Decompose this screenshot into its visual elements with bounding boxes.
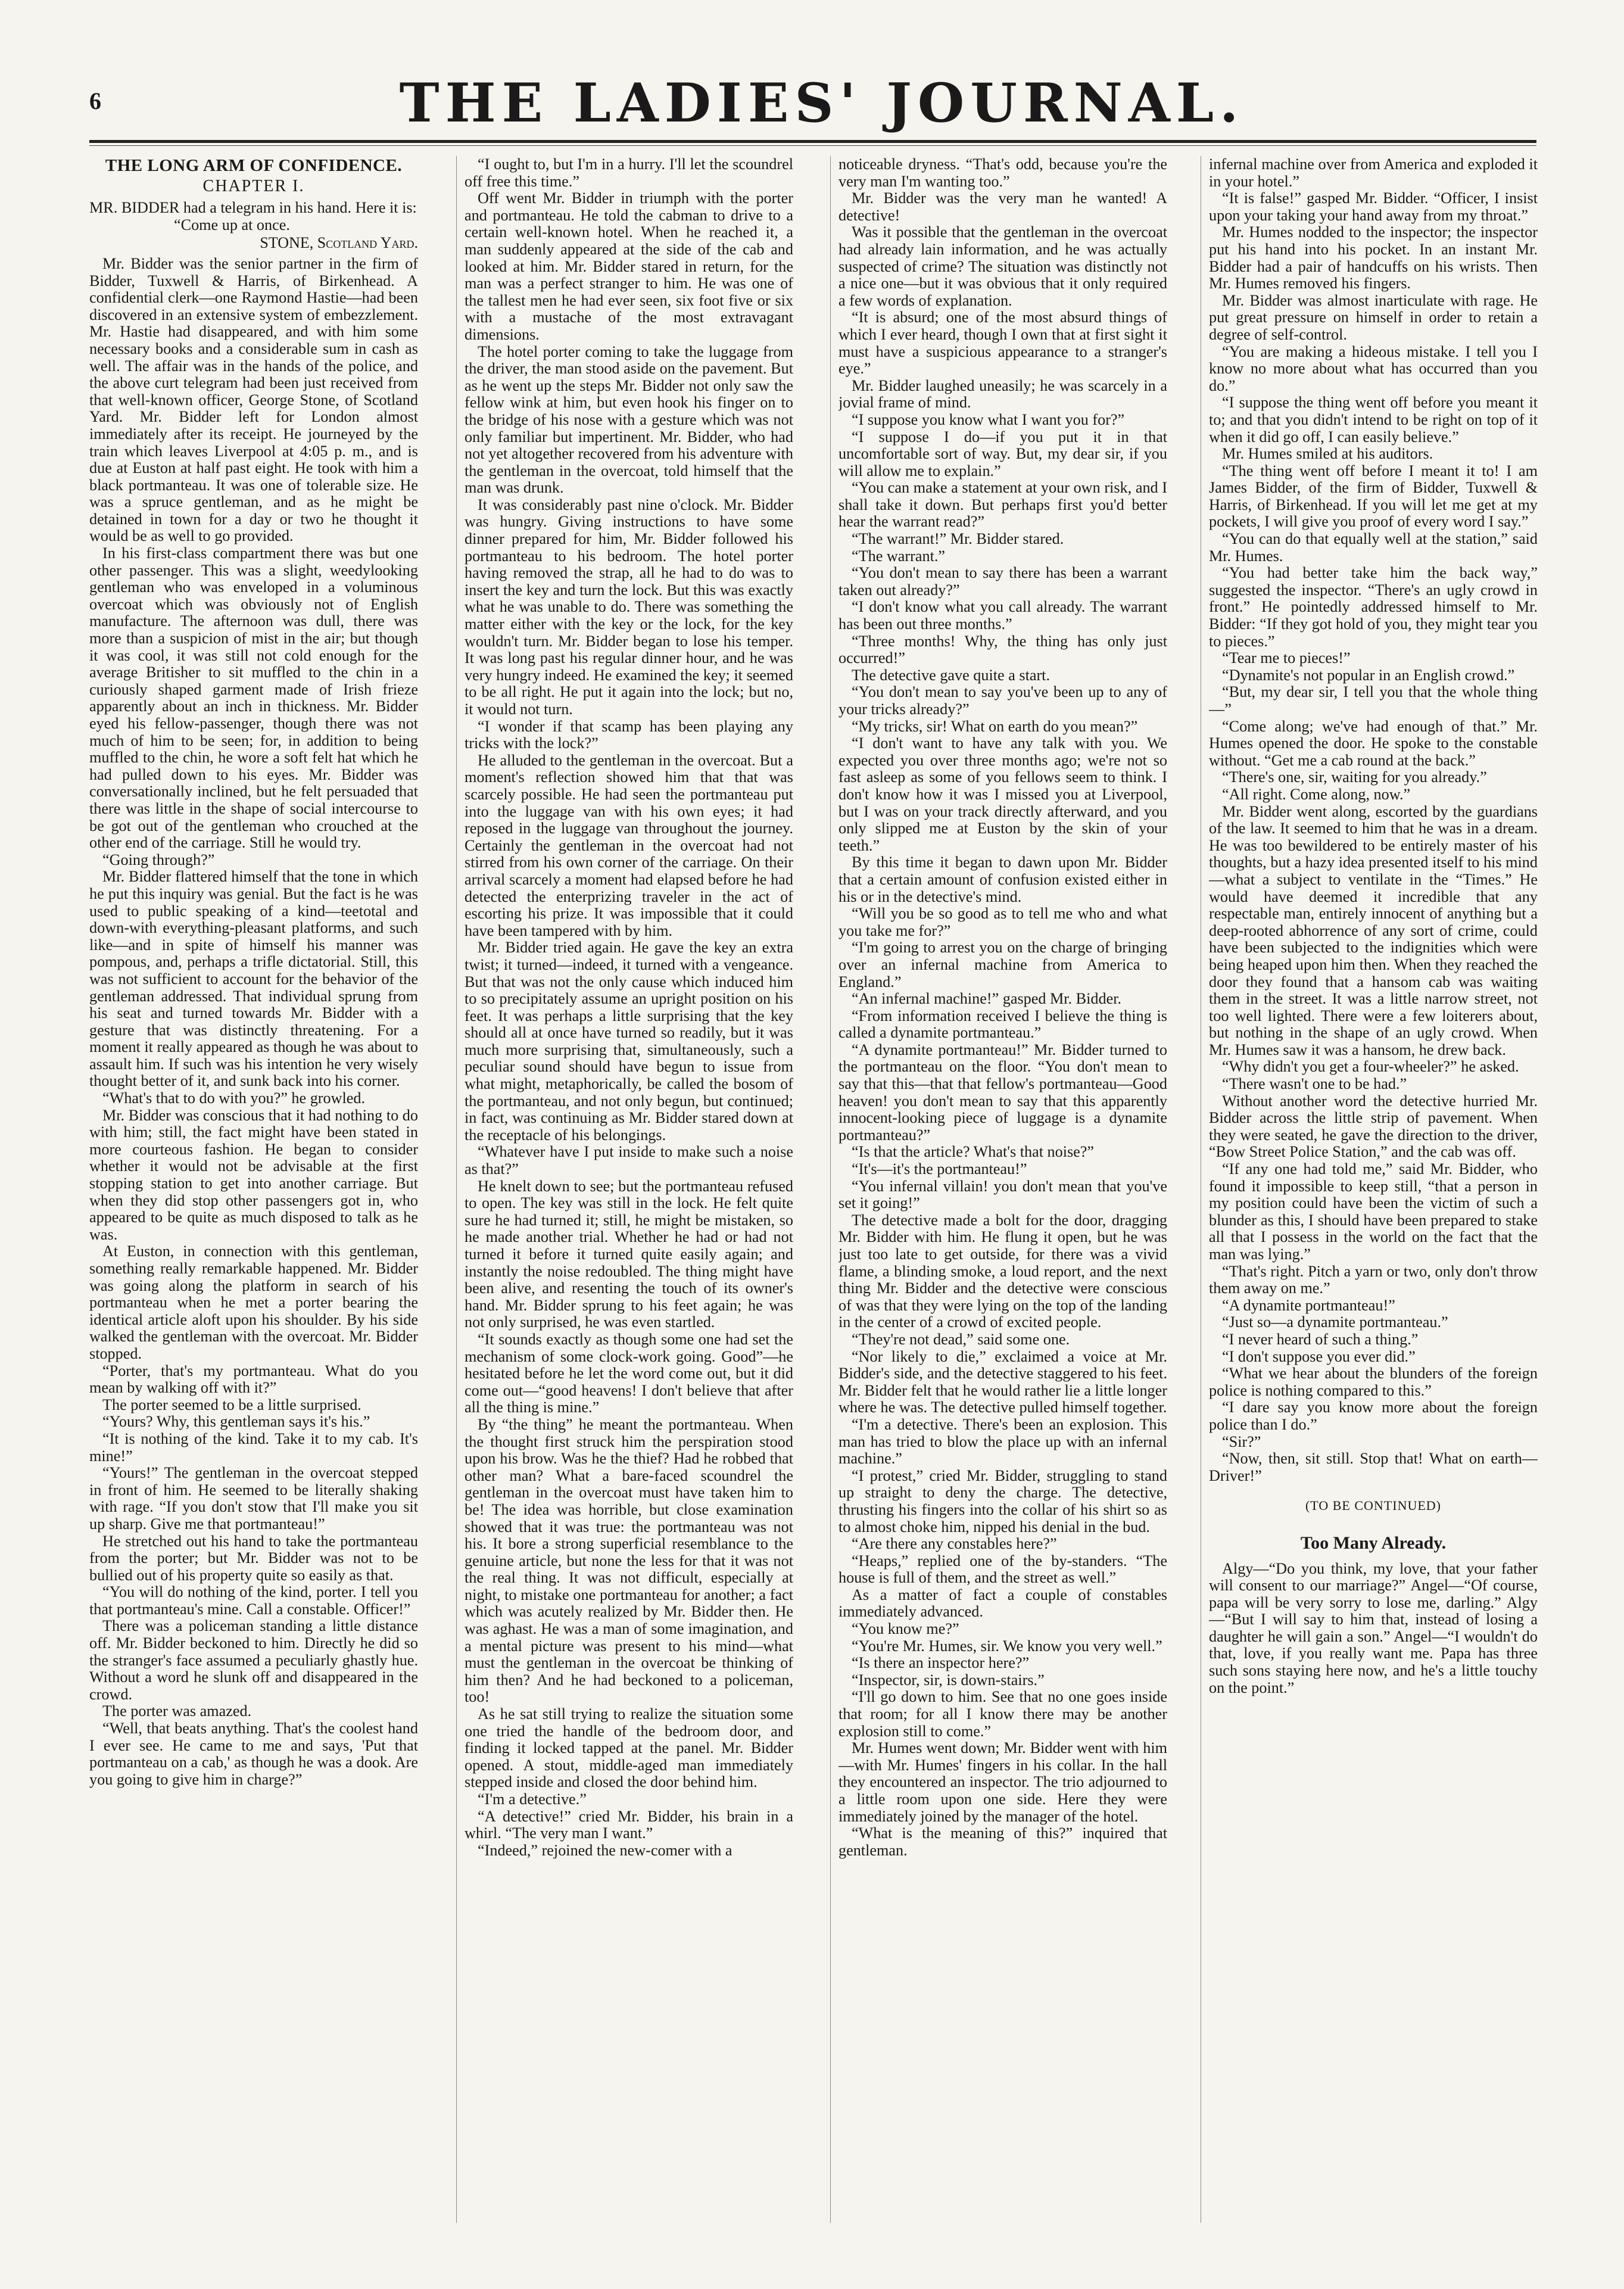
paragraph: “You don't mean to say you've been up to any of your tricks already?” [839,683,1167,718]
to-be-continued: (TO BE CONTINUED) [1305,1498,1441,1513]
paragraph: Mr. Bidder was the senior partner in the firm of Bidder, Tuxwell & Harris, of Birkenhead. A confidential clerk—one Raymond Hastie—had been discovered in an extensive system of embezzlement. Mr. Hastie had disappeared, and with him some necessary books and a considerable sum in cash as well. The affair was in the hands of the police, and the above curt telegram had been just received from that well-known officer, George Stone, of Scotland Yard. Mr. Bidder left for London almost immediately after its receipt. He journeyed by the train which leaves Liverpool at 4:05 p. m., and is due at Euston at half past eight. He took with him a black portmanteau. It was one of tolerable size. He was a spruce gentleman, and as he might be detained in town for a day or two he thought it would be as well to go provided. [89,254,418,545]
paragraph: As he sat still trying to realize the situation some one tried the handle of the bedroom door, and finding it locked tapped at the panel. Mr. Bidder opened. A stout, middle-aged man immediately stepped inside and closed the door behind him. [465,1705,793,1791]
paragraph: The detective made a bolt for the door, dragging Mr. Bidder with him. He flung it open, but he was just too late to get outside, for there was a vivid flame, a blinding smoke, a loud report, and the next thing Mr. Bidder and the detective were conscious of was that they were lying on the top of the landing in the center of a crowd of excited people. [839,1211,1167,1331]
paragraph: “Going through?” [102,851,215,868]
paragraph: Mr. Humes smiled at his auditors. [1222,445,1433,463]
paragraph: “Will you be so good as to tell me who and what you take me for?” [839,905,1167,939]
paragraph: “I wonder if that scamp has been playing any tricks with the lock?” [465,717,793,752]
paragraph: “It is absurd; one of the most absurd things of which I ever heard, though I own that at first sight it must have a suspicious appearance to a stranger's eye.” [839,309,1167,378]
chapter-heading: CHAPTER I. [202,176,305,195]
paragraph: “Yours!” The gentleman in the overcoat stepped in front of him. He seemed to be literally shaking with rage. “If you don't stow that I'll make you sit up sharp. Give me that portmanteau!” [89,1464,418,1533]
paragraph: “It is nothing of the kind. Take it to my cab. It's mine!” [89,1430,418,1465]
paragraph: MR. BIDDER had a telegram in his hand. Here it is: [89,199,417,217]
paragraph: “I'm a detective. There's been an explosion. This man has tried to blow the place up with an infernal machine.” [839,1415,1167,1468]
paragraph: “Now, then, sit still. Stop that! What on earth— Driver!” [1209,1450,1538,1484]
paragraph: By “the thing” he meant the portmanteau. When the thought first struck him the perspiration stood upon his brow. Was he the thief? Had he robbed that other man? What a bare-faced scoundrel the gentleman in the overcoat must have taken him to be! The idea was horrible, but close examination showed that it was true: the portmanteau was not his. It bore a strong superficial resemblance to the genuine article, but none the less for that it was not the real thing. It was not difficult, especially at night, to mistake one portmanteau for another; a fact which was acutely realized by Mr. Bidder then. He was aghast. He was a man of some imagination, and a mental picture was present to his mind—what must the gentleman in the overcoat be thinking of him then? And he had beckoned to a policeman, too! [465,1415,793,1706]
paragraph: It was considerably past nine o'clock. Mr. Bidder was hungry. Giving instructions to have some dinner prepared for him, Mr. Bidder followed his portmanteau to his bedroom. The hotel porter having removed the strap, all he had to do was to insert the key and turn the lock. But this was exactly what he was unable to do. There was something the matter either with the key or the lock, for the key wouldn't turn. Mr. Bidder began to lose his temper. It was long past his regular dinner hour, and he was very hungry indeed. He examined the key; it seemed to be all right. He put it again into the lock; but no, it would not turn. [465,496,793,718]
paragraph: “You can do that equally well at the station,” said Mr. Humes. [1209,530,1538,565]
paragraph: Without another word the detective hurried Mr. Bidder across the little strip of pavement. When they were seated, he gave the direction to the driver, “Bow Street Police Station,” and the cab was off. [1209,1092,1538,1161]
paragraph: By this time it began to dawn upon Mr. Bidder that a certain amount of confusion existed either in his or in the detective's mind. [839,854,1167,905]
paragraph: “I don't want to have any talk with you. We expected you over three months ago; we're not so fast asleep as some of you fellows seem to think. I don't know how it was I missed you at Liverpool, but I was on your track directly afterward, and you only slipped me at Euston by the skin of your teeth.” [839,734,1167,854]
paragraph: “The warrant.” [852,547,946,565]
paragraph: The porter seemed to be a little surprised. [102,1396,361,1413]
header-rule [89,140,1536,143]
paragraph: noticeable dryness. “That's odd, because you're the very man I'm wanting too.” [839,156,1167,190]
paragraph: Mr. Humes went down; Mr. Bidder went with him—with Mr. Humes' fingers in his collar. In the hall they encountered an inspector. The trio adjourned to a little room upon one side. Here they were immediately joined by the manager of the hotel. [839,1739,1167,1825]
paragraph: “What's that to do with you?” he growled. [102,1089,366,1107]
paragraph: Mr. Bidder was almost inarticulate with rage. He put great pressure on himself in order to retain a degree of self-control. [1209,291,1538,343]
column-divider [456,156,457,2223]
paragraph: “Sir?” [1222,1432,1261,1450]
paragraph: “I dare say you know more about the foreign police than I do.” [1209,1399,1538,1433]
paragraph: “I suppose I do—if you put it in that uncomfortable sort of way. But, my dear sir, if you will allow me to explain.” [839,428,1167,479]
paragraph: The hotel porter coming to take the luggage from the driver, the man stood aside on the pavement. But as he went up the steps Mr. Bidder not only saw the fellow wink at him, but even hook his finger on to the bridge of his nose with a gesture which was not only familiar but impertinent. Mr. Bidder, who had not yet altogether recovered from his adventure with the gentleman in the overcoat, told himself that the man was drunk. [465,342,793,497]
paragraph: “I suppose the thing went off before you meant it to; and that you didn't intend to be right on top of it when it did go off, I can easily believe.” [1209,394,1538,446]
paragraph: “An infernal machine!” gasped Mr. Bidder. [852,990,1122,1008]
telegram-signature: STONE, Scotland Yard. [260,234,418,252]
paragraph: “Is that the article? What's that noise?” [852,1143,1095,1161]
paragraph: “Why didn't you get a four-wheeler?” he asked. [1222,1058,1519,1076]
paragraph: “A dynamite portmanteau!” Mr. Bidder turned to the portmanteau on the floor. “You don't mean to say that this—that that fellow's portmanteau—Good heaven! you don't mean to say that this apparently innocent-looking piece of luggage is a dynamite portmanteau?” [839,1041,1167,1144]
paragraph: “You are making a hideous mistake. I tell you I know no more about what has occurred than you do.” [1209,342,1538,394]
paragraph: “You don't mean to say there has been a warrant taken out already?” [839,564,1167,599]
paragraph: “Dynamite's not popular in an English crowd.” [1222,666,1515,684]
paragraph: “I don't suppose you ever did.” [1222,1347,1416,1365]
paragraph: “It is false!” gasped Mr. Bidder. “Officer, I insist upon your taking your hand away from my throat.” [1209,189,1538,224]
paragraph: “The thing went off before I meant it to! I am James Bidder, of the firm of Bidder, Tuxwell & Harris, of Birkenhead. If you will let me get at my pockets, I will give you proof of every word I say.” [1209,462,1538,531]
paragraph: “They're not dead,” said some one. [852,1330,1070,1348]
paragraph: Mr. Bidder tried again. He gave the key an extra twist; it turned—indeed, it turned with a vengeance. But that was not the only cause which induced him to so precipitately assume an upright position on his feet. It was perhaps a little surprising that the key should all at once have turned so readily, but it was much more surprising that, simultaneously, such a peculiar sound should have begun to issue from what might, metaphorically, be called the bosom of the portmanteau, and not only begun, but continued; in fact, was continuing as Mr. Bidder stared down at the receptacle of his belongings. [465,939,793,1144]
paragraph: Mr. Humes nodded to the inspector; the inspector put his hand into his pocket. In an instant Mr. Bidder had a pair of handcuffs on his wrists. Then Mr. Humes removed his fingers. [1209,223,1538,292]
paragraph: The detective gave quite a start. [852,666,1051,684]
story-title: THE LONG ARM OF CONFIDENCE. [105,156,403,175]
column-1 [89,156,418,2229]
paragraph: At Euston, in connection with this gentleman, something really remarkable happened. Mr. Bidder was going along the platform in search of his portmanteau when he met a porter bearing the identical article aloft upon his shoulder. By his side walked the gentleman with the overcoat. Mr. Bidder stopped. [89,1242,418,1362]
paragraph: “Well, that beats anything. That's the coolest hand I ever see. He came to me and says, 'Put that portmanteau on a cab,' as though he was a dook. Are you going to give him in charge?” [89,1720,418,1788]
paragraph: “I ought to, but I'm in a hurry. I'll let the scoundrel off free this time.” [465,156,793,190]
paragraph: “It's—it's the portmanteau!” [852,1160,1027,1178]
column-2 [465,156,793,2229]
paragraph: There was a policeman standing a little distance off. Mr. Bidder beckoned to him. Directly he did so the stranger's face assumed a peculiarly ghastly hue. Without a word he slunk off and disappeared in the crowd. [89,1617,418,1703]
paragraph: Mr. Bidder was conscious that it had nothing to do with him; still, the fact might have been stated in more courteous fashion. He began to consider whether it would not be advisable at the first stopping station to get into another carriage. But when they did stop other passengers got in, who appeared to be quite as much disposed to talk as he was. [89,1106,418,1243]
header-rule-thin [89,145,1536,146]
paragraph: “Is there an inspector here?” [852,1654,1030,1672]
paragraph: “That's right. Pitch a yarn or two, only don't throw them away on me.” [1209,1262,1538,1297]
paragraph: “What is the meaning of this?” inquired that gentleman. [839,1824,1167,1859]
paragraph: Algy—“Do you think, my love, that your father will consent to our marriage?” Angel—“Of course, papa will be very sorry to lose me, darling.” Algy—“But I will say to him that, instead of losing a daughter he will gain a son.” Angel—“I wouldn't do that, love, if you really want me. Papa has three such sons staying here now, and he's a little touchy on the point.” [1209,1559,1538,1696]
paragraph: “Indeed,” rejoined the new-comer with a [478,1841,732,1859]
paragraph: He alluded to the gentleman in the overcoat. But a moment's reflection showed him that that was scarcely possible. He had seen the portmanteau put into the luggage van with his own eyes; it had reposed in the luggage van throughout the journey. Certainly the gentleman in the overcoat had not stirred from his own corner of the carriage. On their arrival scarcely a moment had elapsed before he had detected the enterprizing traveler in the act of escorting his prize. It was impossible that it could have been tampered with by him. [465,751,793,939]
paragraph: “You know me?” [852,1620,959,1638]
paragraph: “If any one had told me,” said Mr. Bidder, who found it impossible to keep still, “that a person in my position could have been the victim of such a blunder as this, I should have been prepared to stake all that I possess in the world on the fact that the man was lying.” [1209,1160,1538,1263]
paragraph: “Whatever have I put inside to make such a noise as that?” [465,1143,793,1178]
masthead: THE LADIES' JOURNAL. [399,71,1245,135]
paragraph: Mr. Bidder laughed uneasily; he was scarcely in a jovial frame of mind. [839,376,1167,412]
paragraph: Was it possible that the gentleman in the overcoat had already lain information, and he was actually suspected of crime? The situation was distinctly not a nice one—but it was obvious that it only required a few words of explanation. [839,223,1167,309]
paragraph: “You had better take him the back way,” suggested the inspector. “There's an ugly crowd in front.” He pointedly addressed himself to Mr. Bidder: “If they got hold of you, they might tear you to pieces.” [1209,564,1538,650]
paragraph: “Tear me to pieces!” [1222,649,1351,667]
paragraph: “Heaps,” replied one of the by-standers. “The house is full of them, and the street as well.” [839,1552,1167,1587]
page-number: 6 [89,88,101,114]
paragraph: “What we hear about the blunders of the foreign police is nothing compared to this.” [1209,1365,1538,1399]
paragraph: “I'll go down to him. See that no one goes inside that room; for all I know there may be another explosion still to come.” [839,1688,1167,1740]
paragraph: “Nor likely to die,” exclaimed a voice at Mr. Bidder's side, and the detective staggered to his feet. Mr. Bidder felt that he would rather lie a little longer where he was. The detective pulled himself together. [839,1347,1167,1416]
paragraph: “Come up at once. [174,216,290,233]
second-story-title: Too Many Already. [1300,1533,1447,1553]
paragraph: “A detective!” cried Mr. Bidder, his brain in a whirl. “The very man I want.” [465,1807,793,1842]
paragraph: “I protest,” cried Mr. Bidder, struggling to stand up straight to deny the charge. The detective, thrusting his fingers into the collar of his shirt so as to almost choke him, nipped his denial in the bud. [839,1466,1167,1536]
paragraph: infernal machine over from America and exploded it in your hotel.” [1209,156,1538,190]
paragraph: “There wasn't one to be had.” [1222,1075,1407,1093]
paragraph: The porter was amazed. [102,1702,252,1720]
paragraph: “The warrant!” Mr. Bidder stared. [852,530,1064,548]
paragraph: “I'm going to arrest you on the charge of bringing over an infernal machine from America to England.” [839,939,1167,991]
paragraph: “You infernal villain! you don't mean that you've set it going!” [839,1177,1167,1212]
paragraph: “I'm a detective.” [478,1790,587,1808]
paragraph: “You will do nothing of the kind, porter. I tell you that portmanteau's mine. Call a constable. Officer!” [89,1583,418,1618]
paragraph: Off went Mr. Bidder in triumph with the porter and portmanteau. He told the cabman to drive to a certain well-known hotel. When he reached it, a man suddenly appeared at the side of the cab and looked at him. Mr. Bidder stared in return, for the man was a perfect stranger to him. He was one of the tallest men he had ever seen, six foot five or six with a mustache of the most extravagant dimensions. [465,189,793,343]
paragraph: Mr. Bidder went along, escorted by the guardians of the law. It seemed to him that he was in a dream. He was too bewildered to be entirely master of his thoughts, but a hazy idea presented itself to his mind—what a subject to ventilate in the “Times.” He would have deemed it incredible that any respectable man, entirely innocent of anything but a deep-rooted abhorrence of any sort of crime, could have been subjected to the indignities which were being heaped upon him then. When they reached the door they found that a hansom cab was waiting them in the street. It was a little narrow street, not too well lighted. There were a few loiterers about, but nothing in the shape of an ugly crowd. When Mr. Humes saw it was a hansom, he drew back. [1209,802,1538,1058]
paragraph: He stretched out his hand to take the portmanteau from the porter; but Mr. Bidder was not to be bullied out of his property quite so easily as that. [89,1532,418,1584]
paragraph: “I never heard of such a thing.” [1222,1330,1419,1348]
paragraph: “I don't know what you call already. The warrant has been out three months.” [839,598,1167,633]
paragraph: “Yours? Why, this gentleman says it's his.” [102,1413,370,1431]
paragraph: “You're Mr. Humes, sir. We know you very well.” [852,1637,1162,1655]
paragraph: “It sounds exactly as though some one had set the mechanism of some clock-work going. Good”—he hesitated before he let the word come out, but it did come out—“good heavens! I don't believe that after all the thing is mine.” [465,1330,793,1416]
paragraph: As a matter of fact a couple of constables immediately advanced. [839,1586,1167,1621]
column-divider [830,156,831,2223]
paragraph: “From information received I believe the thing is called a dynamite portmanteau.” [839,1007,1167,1042]
paragraph: “Porter, that's my portmanteau. What do you mean by walking off with it?” [89,1362,418,1397]
paragraph: “Are there any constables here?” [852,1535,1057,1553]
paragraph: “You can make a statement at your own risk, and I shall take it down. But perhaps first you'd better hear the warrant read?” [839,479,1167,531]
paragraph: “A dynamite portmanteau!” [1222,1296,1395,1314]
paragraph: Mr. Bidder flattered himself that the tone in which he put this inquiry was genial. But the fact is he was used to public speaking of a kind—teetotal and down-with everything-pleasant platforms, and such like—and in spite of himself his manner was pompous, and, perhaps a trifle dictatorial. Still, this was not sufficient to account for the behavior of the gentleman addressed. That individual sprung from his seat and turned towards Mr. Bidder with a gesture that was distinctly threatening. For a moment it really appeared as though he was about to assault him. If such was his intention he very wisely thought better of it, and sunk back into his corner. [89,868,418,1090]
paragraph: In his first-class compartment there was but one other passenger. This was a slight, weedylooking gentleman who was enveloped in a voluminous overcoat which was obviously not of English manufacture. The afternoon was dull, there was more than a suspicion of mist in the air; but though it was cool, it was still not cold enough for the average Britisher to sit muffled to the chin in a curiously shaped garment made of Irish frieze apparently about an inch in thickness. Mr. Bidder eyed his fellow-passenger, though there was not much of him to be seen; for, in addition to being muffled to the chin, he wore a soft felt hat which he had pulled down to his eyes. Mr. Bidder was conversationally inclined, but he felt persuaded that there was little in the shape of social intercourse to be got out of the gentleman who crouched at the other end of the carriage. Still he would try. [89,544,418,852]
paragraph: He knelt down to see; but the portmanteau refused to open. The key was still in the lock. He felt quite sure he had turned it; still, he might be mistaken, so he made another trial. Whether he had or had not turned it before it turned quite easily again; and instantly the noise redoubled. The thing might have been alive, and resenting the touch of its owner's hand. Mr. Bidder sprung to his feet again; he was not only surprised, he was even startled. [465,1177,793,1331]
column-4 [1209,156,1538,2229]
paragraph: “All right. Come along, now.” [1222,785,1411,803]
paragraph: “Three months! Why, the thing has only just occurred!” [839,632,1167,667]
paragraph: Mr. Bidder was the very man he wanted! A detective! [839,189,1167,224]
paragraph: “Just so—a dynamite portmanteau.” [1222,1313,1448,1331]
paragraph: “But, my dear sir, I tell you that the whole thing—” [1209,683,1538,718]
column-3 [839,156,1167,2229]
paragraph: “There's one, sir, waiting for you already.” [1222,768,1487,786]
paragraph: “Inspector, sir, is down-stairs.” [852,1671,1045,1689]
paragraph: “I suppose you know what I want you for?” [852,410,1125,428]
paragraph: “My tricks, sir! What on earth do you mean?” [852,717,1138,735]
paragraph: “Come along; we've had enough of that.” Mr. Humes opened the door. He spoke to the constable without. “Get me a cab round at the back.” [1209,717,1538,769]
